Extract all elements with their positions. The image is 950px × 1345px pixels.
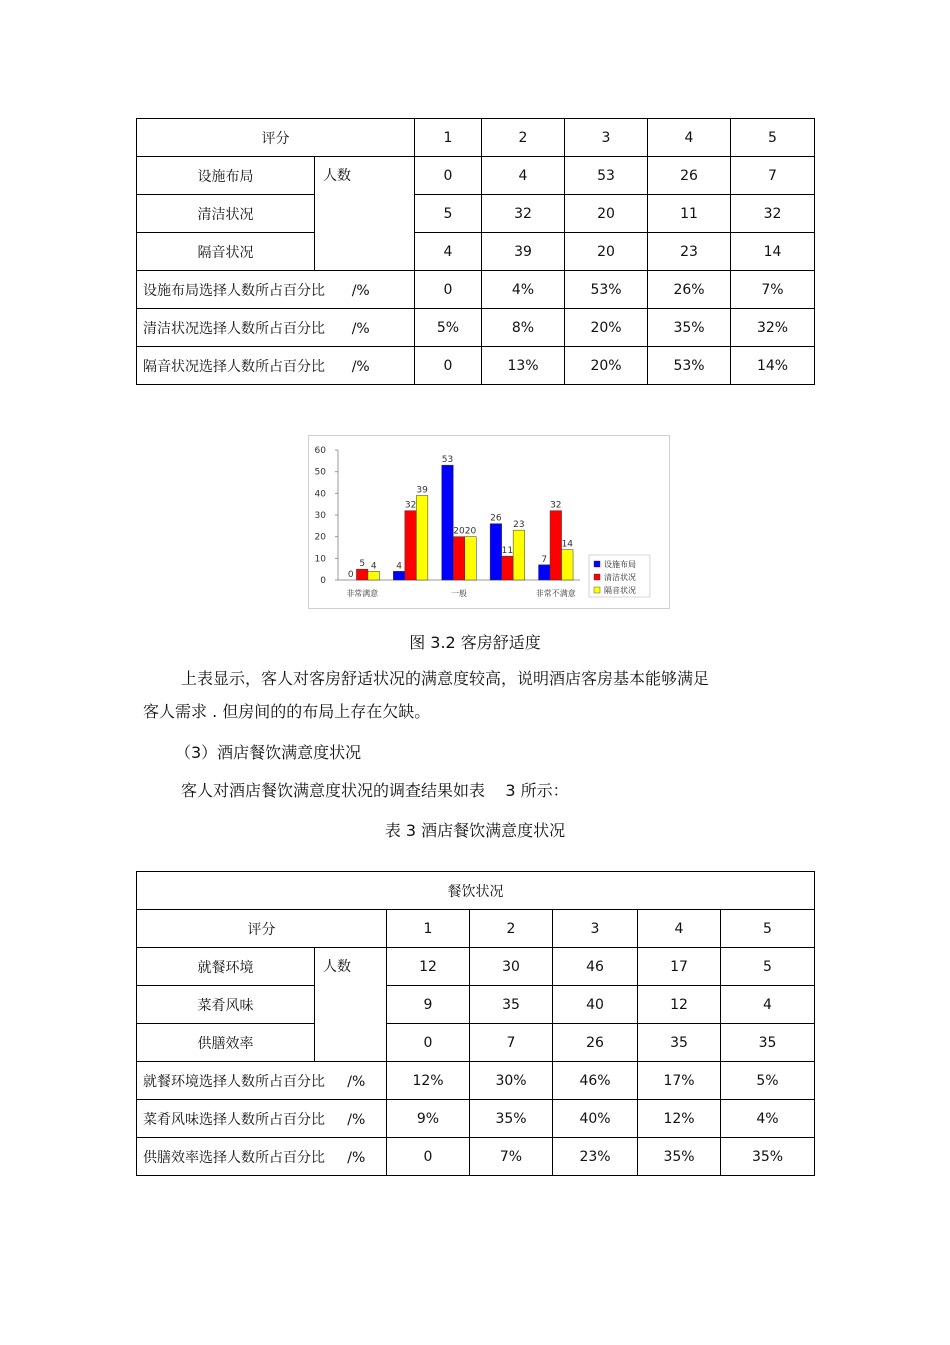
pct-label-text: 隔音状况选择人数所占百分比 [143, 358, 325, 375]
data-label: 26 [490, 513, 502, 524]
table-cell: 26 [648, 157, 731, 195]
table-cell: 12 [387, 948, 470, 986]
legend-label: 清洁状况 [604, 573, 636, 582]
table-cell: 35% [470, 1100, 553, 1138]
table-cell: 9% [387, 1100, 470, 1138]
bar-2-2 [405, 511, 417, 580]
table-row [137, 157, 815, 195]
table-cell: 46 [553, 948, 638, 986]
data-label: 14 [561, 539, 574, 550]
table-cell: 0 [415, 157, 482, 195]
table-cell: 14 [731, 233, 815, 271]
y-tick-label: 30 [314, 511, 326, 521]
dining-table [136, 871, 815, 1176]
data-label: 5 [359, 559, 366, 570]
legend-label: 隔音状况 [604, 586, 636, 595]
table-cell: 4 [482, 157, 565, 195]
bar-3-4 [513, 530, 525, 580]
pct-label-text: 清洁状况选择人数所占百分比 [143, 320, 325, 337]
header-cell: 4 [638, 910, 721, 948]
table-cell: 0 [415, 271, 482, 309]
pct-unit: /% [347, 1111, 366, 1128]
pct-row-label [137, 1100, 387, 1138]
header-cell: 3 [565, 119, 648, 157]
table-row [137, 271, 815, 309]
y-tick-label: 20 [314, 532, 326, 543]
table-header-row [137, 910, 815, 948]
bar-3-3 [465, 537, 477, 580]
pct-unit: /% [347, 1149, 366, 1166]
header-cell: 2 [482, 119, 565, 157]
data-label: 20 [464, 526, 477, 537]
table-row [137, 1024, 815, 1062]
table-row [137, 948, 815, 986]
y-tick-label: 40 [314, 489, 326, 500]
row-label: 供膳效率 [137, 1024, 315, 1062]
table-cell: 30% [470, 1062, 553, 1100]
legend-swatch [594, 587, 600, 593]
x-tick-label: 非常满意 [346, 589, 379, 598]
y-tick-label: 0 [320, 576, 326, 586]
pct-row-label [137, 309, 415, 347]
table-cell: 39 [482, 233, 565, 271]
table-cell: 4 [721, 986, 815, 1024]
table-cell: 23% [553, 1138, 638, 1176]
table-cell: 5% [415, 309, 482, 347]
table-row [137, 195, 815, 233]
row-label: 菜肴风味 [137, 986, 315, 1024]
table-cell: 35 [721, 1024, 815, 1062]
x-tick-label: 非常不满意 [535, 589, 576, 598]
header-cell: 2 [470, 910, 553, 948]
table-cell: 12% [638, 1100, 721, 1138]
data-label: 4 [370, 561, 377, 572]
table-cell: 4% [482, 271, 565, 309]
pct-label-text: 供膳效率选择人数所占百分比 [143, 1149, 325, 1166]
table-cell: 26 [553, 1024, 638, 1062]
table-cell: 20 [565, 195, 648, 233]
table-cell: 35 [470, 986, 553, 1024]
pct-label-text: 就餐环境选择人数所占百分比 [143, 1073, 325, 1090]
data-label: 53 [441, 455, 454, 466]
table-cell: 40% [553, 1100, 638, 1138]
pct-unit: /% [351, 320, 370, 337]
pct-unit: /% [347, 1073, 366, 1090]
table-cell: 12% [387, 1062, 470, 1100]
table-row [137, 233, 815, 271]
bar-2-4 [502, 556, 514, 580]
bar-2-5 [550, 511, 562, 580]
table-row [137, 1138, 815, 1176]
table-cell: 5% [721, 1062, 815, 1100]
table-title: 餐饮状况 [137, 872, 815, 910]
comfort-table [136, 118, 815, 385]
table-cell: 32 [731, 195, 815, 233]
table-row [137, 347, 815, 385]
data-label: 32 [550, 500, 562, 511]
table-cell: 5 [721, 948, 815, 986]
legend-label: 设施布局 [604, 560, 636, 569]
table-cell: 4% [721, 1100, 815, 1138]
table-row [137, 1100, 815, 1138]
table-cell: 20% [565, 309, 648, 347]
data-label: 23 [513, 520, 525, 531]
table-cell: 7% [470, 1138, 553, 1176]
table-cell: 7% [731, 271, 815, 309]
table-cell: 11 [648, 195, 731, 233]
bar-3-5 [562, 550, 574, 580]
table-cell: 53% [565, 271, 648, 309]
bar-3-2 [416, 496, 428, 581]
table2-caption: 表 3 酒店餐饮满意度状况 [384, 821, 566, 840]
table-cell: 40 [553, 986, 638, 1024]
header-cell: 4 [648, 119, 731, 157]
table-cell: 12 [638, 986, 721, 1024]
row-label: 设施布局 [137, 157, 315, 195]
header-cell: 5 [731, 119, 815, 157]
table-row [137, 1062, 815, 1100]
table-cell: 30 [470, 948, 553, 986]
bar-2-1 [356, 569, 368, 580]
table-cell: 20% [565, 347, 648, 385]
header-cell: 评分 [137, 119, 415, 157]
pct-row-label [137, 1138, 387, 1176]
table-cell: 5 [415, 195, 482, 233]
table-cell: 35% [638, 1138, 721, 1176]
paragraph-line: 上表显示，客人对客房舒适状况的满意度较高，说明酒店客房基本能够满足 [181, 669, 710, 688]
bar-1-3 [442, 465, 454, 580]
data-label: 7 [541, 554, 548, 565]
header-cell: 3 [553, 910, 638, 948]
table-cell: 0 [387, 1024, 470, 1062]
legend-swatch [594, 574, 600, 580]
y-tick-label: 50 [314, 467, 326, 478]
table-cell: 17 [638, 948, 721, 986]
row-label: 就餐环境 [137, 948, 315, 986]
table-cell: 4 [415, 233, 482, 271]
table-cell: 7 [470, 1024, 553, 1062]
pct-unit: /% [351, 282, 370, 299]
table-cell: 8% [482, 309, 565, 347]
count-label: 人数 [315, 948, 387, 1062]
header-cell: 5 [721, 910, 815, 948]
comfort-bar-chart [308, 435, 670, 609]
bar-2-3 [453, 537, 465, 580]
data-label: 20 [453, 526, 465, 537]
data-label: 4 [396, 561, 402, 572]
bar-3-1 [368, 571, 380, 580]
table-cell: 20 [565, 233, 648, 271]
table-cell: 23 [648, 233, 731, 271]
pct-label-text: 设施布局选择人数所占百分比 [143, 282, 325, 299]
table-cell: 0 [415, 347, 482, 385]
header-cell: 评分 [137, 910, 387, 948]
table-cell: 35% [648, 309, 731, 347]
legend-swatch [594, 561, 600, 567]
row-label: 隔音状况 [137, 233, 315, 271]
data-label: 32 [404, 500, 417, 511]
figure-caption: 图 3.2 客房舒适度 [409, 633, 541, 652]
bar-1-2 [393, 571, 405, 580]
header-cell: 1 [387, 910, 470, 948]
pct-row-label [137, 1062, 387, 1100]
table-cell: 9 [387, 986, 470, 1024]
pct-label-text: 菜肴风味选择人数所占百分比 [143, 1111, 325, 1128]
data-label: 0 [347, 570, 354, 580]
pct-row-label [137, 347, 415, 385]
row-label: 清洁状况 [137, 195, 315, 233]
table-cell: 26% [648, 271, 731, 309]
bar-1-4 [490, 524, 502, 580]
table-cell: 35 [638, 1024, 721, 1062]
pct-row-label [137, 271, 415, 309]
paragraph-1 [143, 662, 813, 728]
data-label: 39 [416, 485, 428, 496]
paragraph-line: 客人需求 . 但房间的的布局上存在欠缺。 [143, 702, 431, 721]
table-row [137, 309, 815, 347]
table-cell: 35% [721, 1138, 815, 1176]
x-tick-label: 一般 [451, 589, 467, 598]
paragraph-2: 客人对酒店餐饮满意度状况的调查结果如表 3 所示： [181, 781, 569, 800]
table-cell: 53 [565, 157, 648, 195]
bar-1-5 [539, 565, 551, 580]
table-cell: 7 [731, 157, 815, 195]
table-cell: 13% [482, 347, 565, 385]
table-cell: 14% [731, 347, 815, 385]
section-heading: （3）酒店餐饮满意度状况 [175, 743, 362, 762]
table-title-row [137, 872, 815, 910]
table-cell: 0 [387, 1138, 470, 1176]
table-header-row [137, 119, 815, 157]
pct-unit: /% [351, 358, 370, 375]
y-tick-label: 10 [314, 554, 326, 565]
table-cell: 17% [638, 1062, 721, 1100]
table-row [137, 986, 815, 1024]
table-cell: 32% [731, 309, 815, 347]
data-label: 11 [501, 546, 514, 557]
table-cell: 53% [648, 347, 731, 385]
count-label: 人数 [315, 157, 415, 271]
table-cell: 32 [482, 195, 565, 233]
header-cell: 1 [415, 119, 482, 157]
table-cell: 46% [553, 1062, 638, 1100]
y-tick-label: 60 [314, 446, 326, 456]
